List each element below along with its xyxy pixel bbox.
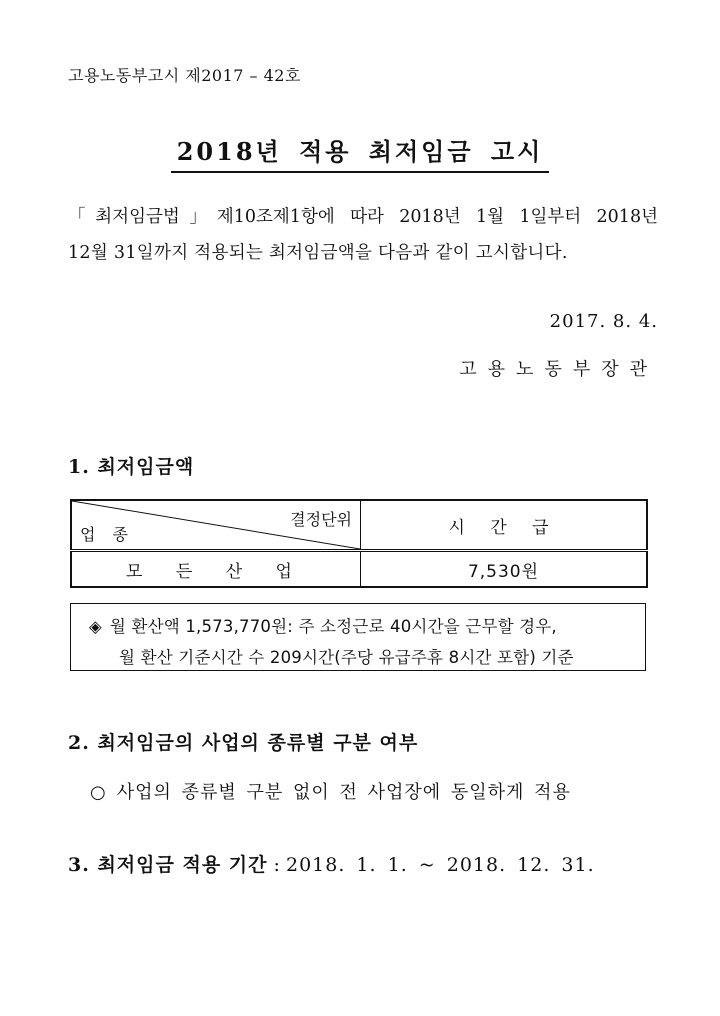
title-container [0, 132, 720, 173]
table-row [71, 551, 647, 588]
minimum-wage-table [70, 499, 648, 588]
notice-number: 고용노동부고시 제2017 – 42호 [68, 66, 301, 85]
note-line-2: 월 환산 기준시간 수 209시간(주당 유급주휴 8시간 포함) 기준 [119, 648, 574, 667]
issuer-name: 고용노동부장관 [459, 359, 658, 380]
monthly-conversion-note [70, 603, 646, 671]
section-3-heading: 3. 최저임금 적용 기간 [68, 854, 268, 876]
document-title: 2018년 적용 최저임금 고시 [171, 132, 550, 173]
section-2-bullet [90, 778, 571, 804]
table-header-diagonal-cell [71, 500, 361, 551]
application-period: 2018. 1. 1. ~ 2018. 12. 31. [286, 854, 595, 876]
header-industry-label: 업 종 [80, 525, 134, 544]
row-hourly-wage-value: 7,530원 [361, 551, 648, 588]
header-unit-label: 결정단위 [290, 510, 352, 529]
note-line-1 [89, 613, 557, 637]
header-hourly-wage: 시 간 급 [361, 500, 648, 551]
notice-date: 2017. 8. 4. [549, 311, 658, 332]
circle-bullet-icon: ○ [90, 782, 107, 803]
section-2-heading: 2. 최저임금의 사업의 종류별 구분 여부 [68, 732, 419, 754]
body-paragraph [68, 199, 658, 271]
body-line-2: 12월 31일까지 적용되는 최저임금액을 다음과 같이 고시합니다. [68, 243, 568, 263]
section-3-line [68, 850, 595, 877]
section-1-heading: 1. 최저임금액 [68, 456, 195, 478]
note-line-1-text: 월 환산액 1,573,770원: 주 소정근로 40시간을 근무할 경우, [109, 617, 557, 636]
body-line-1: 「최저임금법」제10조제1항에 따라 2018년 1월 1일부터 2018년 [68, 207, 658, 227]
diamond-icon: ◈ [89, 617, 102, 636]
row-industry: 모 든 산 업 [71, 551, 361, 588]
section-3-separator: : [267, 854, 286, 876]
section-2-bullet-text: 사업의 종류별 구분 없이 전 사업장에 동일하게 적용 [116, 782, 571, 803]
